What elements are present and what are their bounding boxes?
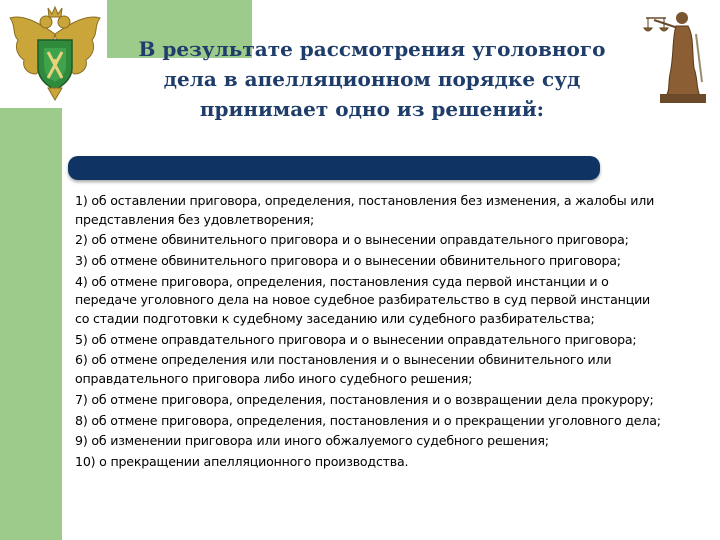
list-item: 2) об отмене обвинительного приговора и о вынесении оправдательного приговора;: [75, 232, 629, 248]
list-item: 9) об изменении приговора или иного обжалуемого судебного решения;: [75, 433, 549, 449]
themis-statue-icon: [636, 4, 720, 104]
list-item: 7) об отмене приговора, определения, постановления и о возвращении дела прокурору;: [75, 391, 654, 407]
emblem-box: [0, 0, 107, 108]
list-item: 8) об отмене приговора, определения, постановления и о прекращении уголовного дела;: [75, 412, 661, 428]
list-item: 5) об отмене оправдательного приговора и о вынесении оправдательного приговора;: [75, 331, 637, 347]
decor-green-left: [0, 108, 62, 540]
decor-divider-bar: [68, 156, 600, 180]
list-item: 6) об отмене определения или постановления и о вынесении обвинительного или оправдательного приговора либо иного судебного решения;: [75, 352, 612, 386]
list-item: 3) об отмене обвинительного приговора и о вынесении обвинительного приговора;: [75, 253, 621, 269]
list-item: 4) об отмене приговора, определения, постановления суда первой инстанции и о передаче уголовного дела на новое судебное разбирательство в суд первой инстанции со стадии подготовки к судебному заседанию или судебного разбирательства;: [75, 273, 651, 326]
customs-emblem-icon: [8, 4, 102, 104]
page-title: В результате рассмотрения уголовного дела в апелляционном порядке суд принимает одно из решений:: [138, 37, 606, 121]
list-item: 10) о прекращении апелляционного производства.: [75, 454, 409, 470]
list-item: 1) об оставлении приговора, определения, постановления без изменения, а жалобы или представления без удовлетворения;: [75, 193, 655, 227]
decision-list: [75, 192, 667, 474]
